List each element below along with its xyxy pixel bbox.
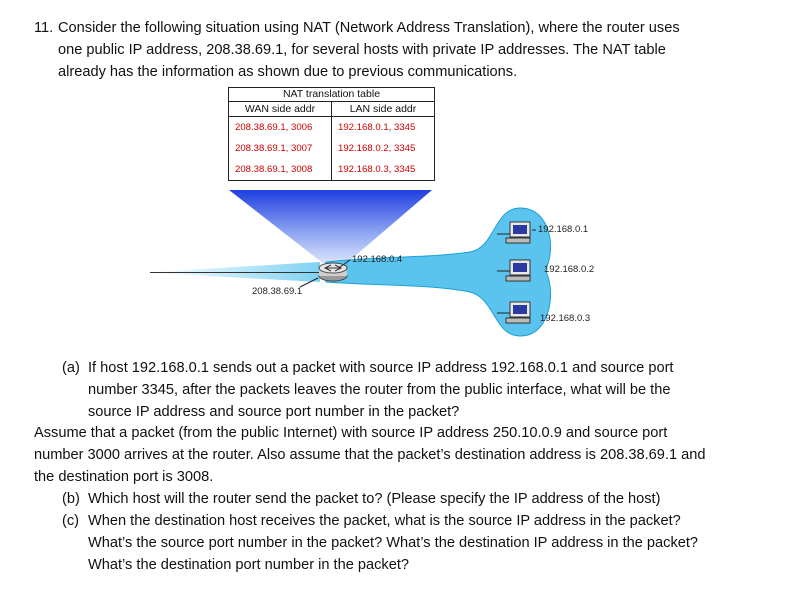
host-ip-label-1: 192.168.0.1 bbox=[538, 224, 589, 235]
part-c-line-2: What’s the source port number in the packet? What’s the destination IP address in the packet? bbox=[88, 535, 699, 551]
host-icon-1 bbox=[506, 222, 530, 243]
assume-line-2: number 3000 arrives at the router. Also assume that the packet’s destination address is 208.38.69.1 and bbox=[34, 447, 706, 463]
host-ip-label-2: 192.168.0.2 bbox=[544, 264, 595, 275]
router-lan-ip-label: 192.168.0.4 bbox=[352, 254, 403, 265]
host-ip-label-3: 192.168.0.3 bbox=[540, 313, 591, 324]
router-icon bbox=[319, 263, 347, 281]
router-wan-ip-label: 208.38.69.1 bbox=[252, 286, 303, 297]
column-header-lan: LAN side addr bbox=[349, 103, 417, 115]
column-header-wan: WAN side addr bbox=[229, 102, 332, 116]
lan-entry: 192.168.0.3, 3345 bbox=[338, 164, 416, 175]
part-a-line-3: source IP address and source port number in the packet? bbox=[88, 404, 460, 420]
lan-entry: 192.168.0.2, 3345 bbox=[338, 143, 416, 154]
wan-entry: 208.38.69.1, 3008 bbox=[229, 159, 332, 180]
part-a-line-2: number 3345, after the packets leaves the router from the public interface, what will be the bbox=[88, 382, 671, 398]
assume-line-1: Assume that a packet (from the public Internet) with source IP address 250.10.0.9 and source port bbox=[34, 425, 668, 441]
table-row bbox=[229, 138, 434, 159]
assume-line-3: the destination port is 3008. bbox=[34, 469, 214, 485]
part-a-label: (a) bbox=[62, 360, 80, 376]
table-row bbox=[229, 159, 434, 180]
wan-entry: 208.38.69.1, 3007 bbox=[229, 138, 332, 159]
part-c-line-1: When the destination host receives the packet, what is the source IP address in the packet? bbox=[88, 513, 681, 529]
table-caption: NAT translation table bbox=[282, 88, 381, 100]
part-a-line-1: If host 192.168.0.1 sends out a packet with source IP address 192.168.0.1 and source port bbox=[88, 360, 674, 376]
host-icon-2 bbox=[506, 260, 530, 281]
intro-line-1: Consider the following situation using NAT (Network Address Translation), where the router uses bbox=[58, 20, 680, 36]
part-c-label: (c) bbox=[62, 513, 80, 529]
lan-entry: 192.168.0.1, 3345 bbox=[338, 122, 416, 133]
intro-line-2: one public IP address, 208.38.69.1, for several hosts with private IP addresses. The NAT table bbox=[58, 42, 666, 58]
question-number: 11. bbox=[34, 20, 54, 36]
part-c-line-3: What’s the destination port number in the packet? bbox=[88, 557, 409, 573]
table-row bbox=[229, 117, 434, 138]
host-icon-3 bbox=[506, 302, 530, 323]
part-b-line-1: Which host will the router send the packet to? (Please specify the IP address of the host) bbox=[88, 491, 661, 507]
intro-line-3: already has the information as shown due to previous communications. bbox=[58, 64, 518, 80]
nat-translation-table bbox=[228, 87, 435, 181]
wan-entry: 208.38.69.1, 3006 bbox=[229, 117, 332, 138]
part-b-label: (b) bbox=[62, 491, 80, 507]
